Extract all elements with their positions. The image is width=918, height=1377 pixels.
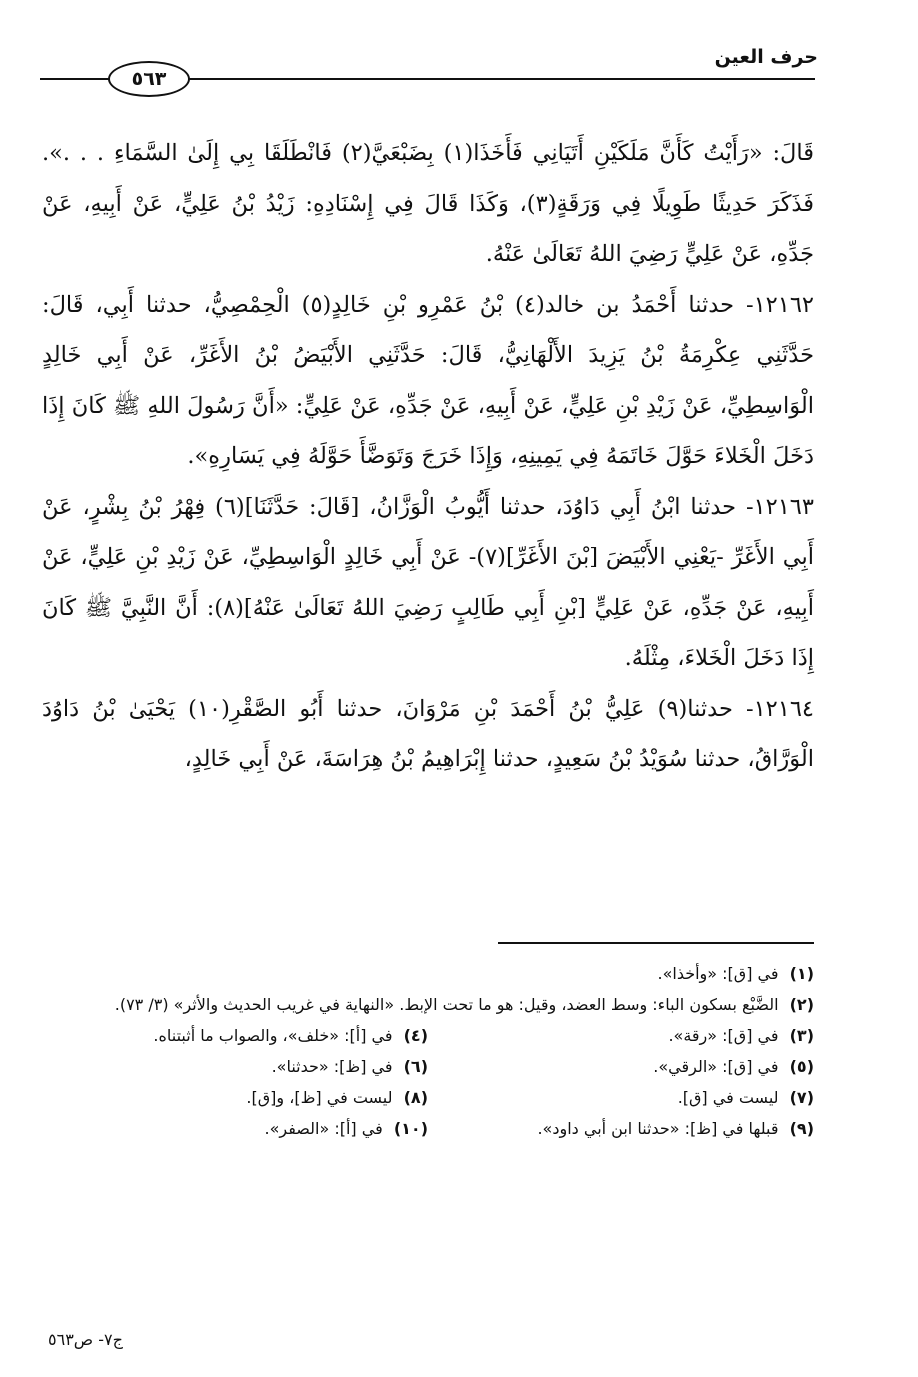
footnote-text: في [أ]: «خلف»، والصواب ما أثبتناه. [153,1026,393,1045]
footnote-text: في [ظ]: «حدثنا». [271,1057,393,1076]
footnote-text: في [ق]: «الرقي». [653,1057,779,1076]
footnote-text: الضَّبْع بسكون الباء: وسط العضد، وقيل: هو ما تحت الإبط. «النهاية في غريب الحديث والأثر» (٣/ ٧٣). [114,995,779,1014]
footnote-number: (٤) [403,1026,428,1045]
footnote-9 [428,1113,814,1144]
footnote-number: (٥) [789,1057,814,1076]
footnotes [42,958,814,1144]
footnote-3 [428,1020,814,1051]
footnote-number: (٢) [789,995,814,1014]
paragraph-intro: قَالَ: «رَأَيْتُ كَأَنَّ مَلَكَيْنِ أَتَيَانِي فَأَخَذَا(١) بِضَبْعَيَّ(٢) فَانْطَلَقَا بِي إِلَىٰ السَّمَاءِ . . .». فَذَكَرَ حَدِيثًا طَوِيلًا فِي وَرَقَةٍ(٣)، وَكَذَا قَالَ فِي إِسْنَادِهِ: زَيْدُ بْنُ عَلِيٍّ، عَنْ أَبِيهِ، عَنْ جَدِّهِ، عَنْ عَلِيٍّ رَضِيَ اللهُ تَعَالَىٰ عَنْهُ. [42,140,815,267]
volume-page-reference: ج٧- ص٥٦٣ [48,1330,123,1349]
footnote-row [42,1113,814,1144]
footnote-text: في [ق]: «رقة». [668,1026,779,1045]
page-number-badge: ٥٦٣ [108,61,190,97]
footnote-row [42,1051,814,1082]
footnote-number: (٧) [789,1088,814,1107]
footnote-5 [428,1051,814,1082]
hadith-12162: ١٢١٦٢- حدثنا أَحْمَدُ بن خالد(٤) بْنُ عَمْرِو بْنِ خَالِدٍ(٥) الْحِمْصِيُّ، حدثنا أَبِي، قَالَ: حَدَّثَنِي عِكْرِمَةُ بْنُ يَزِيدَ الأَلْهَانِيُّ، قَالَ: حَدَّثَنِي الأَبْيَضُ بْنُ الأَغَرِّ، عَنْ أَبِي خَالِدٍ الْوَاسِطِيِّ، عَنْ زَيْدِ بْنِ عَلِيٍّ، عَنْ أَبِيهِ، عَنْ جَدِّهِ، عَنْ عَلِيٍّ: «أَنَّ رَسُولَ اللهِ ﷺ كَانَ إِذَا دَخَلَ الْخَلاءَ حَوَّلَ خَاتَمَهُ فِي يَمِينِهِ، وَإِذَا خَرَجَ وَتَوَضَّأَ حَوَّلَهُ فِي يَسَارِهِ». [42,291,814,469]
footnote-row [42,1020,814,1051]
footnote-row [42,1082,814,1113]
footnote-number: (٦) [403,1057,428,1076]
footnote-10 [42,1113,428,1144]
footnote-separator [498,942,814,944]
footnote-number: (١) [789,964,814,983]
footnote-text: في [ق]: «وأخذا». [657,964,779,983]
footnote-text: ليست في [ق]. [677,1088,779,1107]
chapter-title: حرف العين [714,46,818,68]
footnote-1 [42,958,814,989]
footnote-4 [42,1020,428,1051]
footnote-6 [42,1051,428,1082]
footnote-text: ليست في [ظ]، و[ق]. [246,1088,393,1107]
footnote-8 [42,1082,428,1113]
main-text [42,128,814,785]
footnote-7 [428,1082,814,1113]
footnote-number: (١٠) [393,1119,428,1138]
hadith-12163: ١٢١٦٣- حدثنا ابْنُ أَبِي دَاوُدَ، حدثنا أَيُّوبُ الْوَزَّانُ، [قَالَ: حَدَّثَنَا](٦) فِهْرُ بْنُ بِشْرٍ، عَنْ أَبِي الأَغَرِّ -يَعْنِي الأَبْيَضَ [بْنَ الأَغَرِّ](٧)- عَنْ أَبِي خَالِدٍ الْوَاسِطِيِّ، عَنْ زَيْدِ بْنِ عَلِيٍّ، عَنْ أَبِيهِ، عَنْ جَدِّهِ، عَنْ عَلِيٍّ [بْنِ أَبِي طَالِبٍ رَضِيَ اللهُ تَعَالَىٰ عَنْهُ](٨): أَنَّ النَّبِيَّ ﷺ كَانَ إِذَا دَخَلَ الْخَلاءَ، مِثْلَهُ. [42,493,815,671]
footnote-text: قبلها في [ظ]: «حدثنا ابن أبي داود». [537,1119,779,1138]
footnote-number: (٨) [403,1088,428,1107]
footnote-2 [42,989,814,1020]
footnote-number: (٣) [789,1026,814,1045]
footnote-number: (٩) [789,1119,814,1138]
footnote-text: في [أ]: «الصفر». [264,1119,383,1138]
hadith-12164: ١٢١٦٤- حدثنا(٩) عَلِيُّ بْنُ أَحْمَدَ بْنِ مَرْوَانَ، حدثنا أَبُو الصَّقْرِ(١٠) يَحْيَىٰ بْنُ دَاوُدَ الْوَرَّاقُ، حدثنا سُوَيْدُ بْنُ سَعِيدٍ، حدثنا إِبْرَاهِيمُ بْنُ هِرَاسَةَ، عَنْ أَبِي خَالِدٍ، [42,695,814,772]
